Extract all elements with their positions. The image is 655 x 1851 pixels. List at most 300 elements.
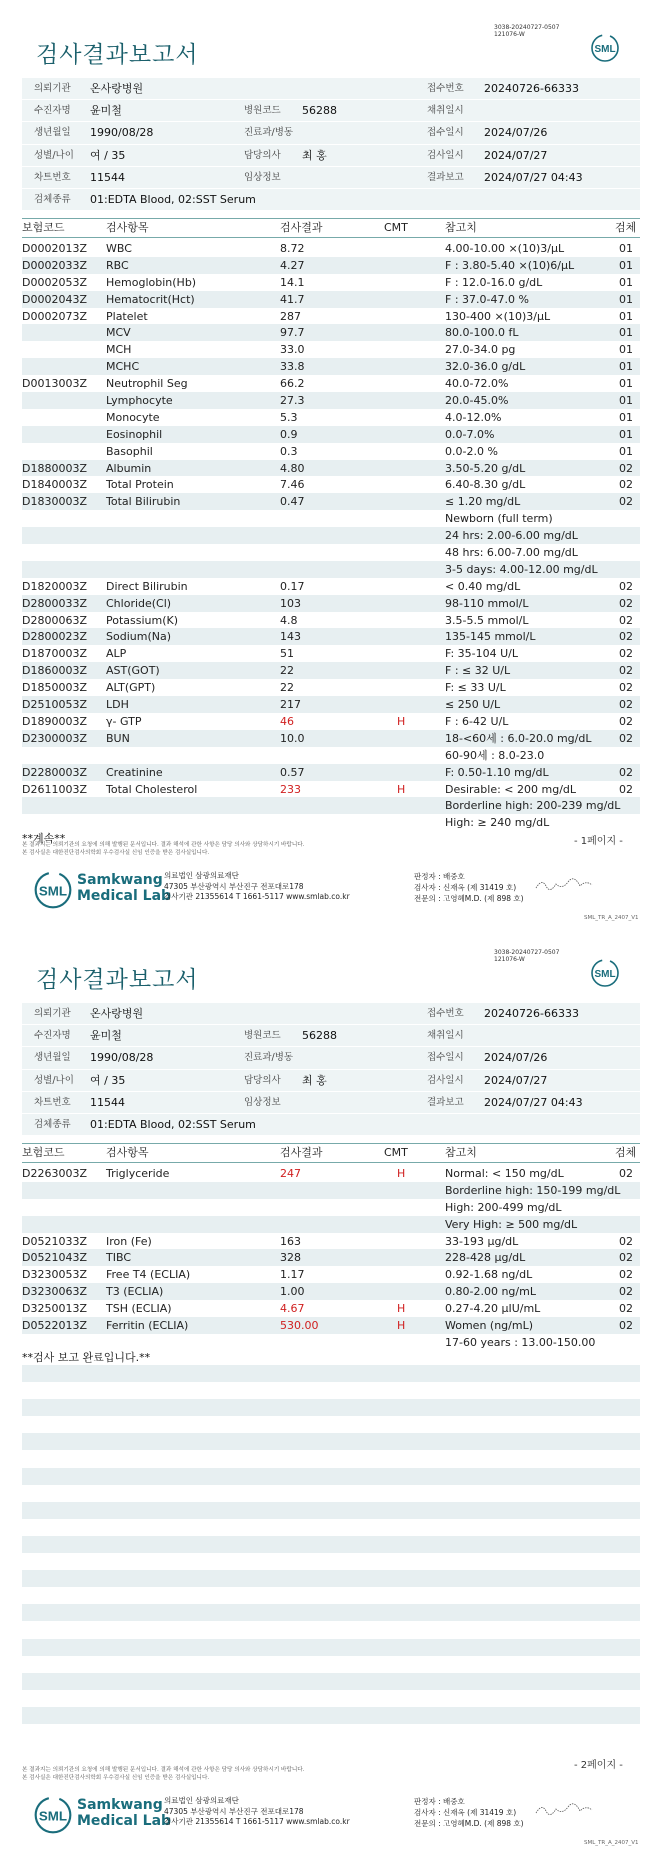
- test-name: MCV: [106, 326, 131, 340]
- specimen-code: 02: [619, 1268, 633, 1282]
- header-row1: [22, 78, 640, 99]
- test-result: 22: [280, 681, 294, 695]
- header-label: 검사일시: [427, 149, 464, 161]
- reference-range: 98-110 mmol/L: [445, 596, 529, 610]
- lab-name: Samkwang Medical Lab: [77, 1797, 172, 1829]
- reference-range: F : 3.80-5.40 ×(10)6/μL: [445, 258, 575, 272]
- test-result: 163: [280, 1234, 301, 1248]
- sml-logo-icon: [33, 870, 73, 910]
- test-result: 33.8: [280, 360, 305, 374]
- test-name: T3 (ECLIA): [106, 1285, 164, 1299]
- specimen-code: 02: [619, 1251, 633, 1265]
- header-value: 최 홍: [302, 1073, 327, 1087]
- specimen-code: 01: [619, 377, 633, 391]
- header-value: 2024/07/27 04:43: [484, 1095, 583, 1109]
- header-row5: [22, 167, 640, 188]
- test-result: 1.17: [280, 1268, 305, 1282]
- empty-row: [22, 1639, 640, 1656]
- specimen-code: 01: [619, 410, 633, 424]
- header-value: 윤미철: [90, 104, 122, 118]
- specimen-code: 01: [619, 275, 633, 289]
- empty-row: [22, 1450, 640, 1467]
- col-spec: 검체: [615, 221, 637, 234]
- table-header: [22, 218, 640, 238]
- specimen-code: 01: [619, 360, 633, 374]
- header-label: 성별/나이: [34, 1074, 74, 1086]
- insurance-code: D2510053Z: [22, 698, 87, 712]
- table-row: [22, 578, 640, 595]
- specimen-code: 02: [619, 647, 633, 661]
- reference-range: 135-145 mmol/L: [445, 630, 536, 644]
- col-name: 검사항목: [106, 221, 149, 234]
- header-value: 2024/07/26: [484, 126, 548, 140]
- header-label: 검체종류: [34, 193, 71, 205]
- header-value: 1990/08/28: [90, 126, 154, 140]
- empty-row: [22, 1485, 640, 1502]
- specimen-code: 02: [619, 596, 633, 610]
- test-result: 143: [280, 630, 301, 644]
- empty-row: [22, 1399, 640, 1416]
- test-name: TIBC: [106, 1251, 131, 1265]
- test-name: Creatinine: [106, 765, 163, 779]
- specimen-code: 02: [619, 765, 633, 779]
- col-code: 보험코드: [22, 1146, 65, 1159]
- test-name: γ- GTP: [106, 714, 142, 728]
- table-row: [22, 341, 640, 358]
- table-row: [22, 1249, 640, 1266]
- test-name: MCH: [106, 343, 132, 357]
- reference-range: 0.80-2.00 ng/mL: [445, 1285, 536, 1299]
- test-result: 0.9: [280, 427, 298, 441]
- header-value: 20240726-66333: [484, 1007, 579, 1020]
- reference-range: 3.5-5.5 mmol/L: [445, 613, 529, 627]
- insurance-code: D1840003Z: [22, 478, 87, 492]
- reference-range: High: 200-499 mg/dL: [445, 1200, 562, 1214]
- reference-range: Borderline high: 150-199 mg/dL: [445, 1183, 621, 1197]
- table-row: [22, 324, 640, 341]
- table-row: [22, 375, 640, 392]
- header-row6: [22, 1114, 640, 1135]
- high-flag: H: [397, 1302, 406, 1316]
- empty-row: [22, 1656, 640, 1673]
- document-id: 3038-20240727-0507 121076-W: [494, 949, 560, 963]
- empty-row: [22, 1416, 640, 1433]
- header-label: 접수일시: [427, 127, 464, 139]
- signatories: 판정자 : 배중호 검사자 : 신재옥 (제 31419 호) 전문의 : 고영혜M.D. (제 898 호): [414, 1797, 524, 1828]
- specimen-code: 02: [619, 1234, 633, 1248]
- test-result: 247: [280, 1167, 301, 1180]
- insurance-code: D0013003Z: [22, 377, 87, 391]
- empty-rows-area: [22, 1365, 640, 1741]
- test-result: 530.00: [280, 1319, 319, 1333]
- header-row5: [22, 1092, 640, 1113]
- table-row: [22, 747, 640, 764]
- empty-row: [22, 1468, 640, 1485]
- reference-range: 0.92-1.68 ng/dL: [445, 1268, 533, 1282]
- insurance-code: D2800033Z: [22, 596, 87, 610]
- header-row3: [22, 122, 640, 143]
- empty-row: [22, 1621, 640, 1638]
- reference-range: 24 hrs: 2.00-6.00 mg/dL: [445, 529, 578, 543]
- specimen-code: 01: [619, 394, 633, 408]
- lab-address: 의료법인 삼광의료재단 47305 부산광역시 부산진구 전포대로178 검사기관 21355614 T 1661-5117 www.smlab.co.kr: [164, 871, 350, 901]
- reference-range: 33-193 μg/dL: [445, 1234, 519, 1248]
- col-ref: 참고치: [445, 1146, 477, 1159]
- reference-range: 60-90세 : 8.0-23.0: [445, 748, 545, 762]
- insurance-code: D0521033Z: [22, 1234, 87, 1248]
- header-label: 성별/나이: [34, 149, 74, 161]
- header-value: 11544: [90, 1095, 125, 1109]
- test-result: 22: [280, 664, 294, 678]
- insurance-code: D1850003Z: [22, 681, 87, 695]
- insurance-code: D3230063Z: [22, 1285, 87, 1299]
- test-name: Hematocrit(Hct): [106, 292, 195, 306]
- header-value: 01:EDTA Blood, 02:SST Serum: [90, 192, 256, 206]
- specimen-code: 01: [619, 326, 633, 340]
- results-table: [22, 218, 640, 831]
- test-name: WBC: [106, 242, 132, 255]
- specimen-code: 01: [619, 258, 633, 272]
- test-result: 0.17: [280, 579, 305, 593]
- test-result: 5.3: [280, 410, 298, 424]
- header-row4: [22, 1070, 640, 1091]
- header-label: 접수일시: [427, 1052, 464, 1064]
- reference-range: 6.40-8.30 g/dL: [445, 478, 526, 492]
- form-code: SML_TR_A_2407_V1: [584, 1840, 639, 1846]
- header-label: 수진자명: [34, 105, 71, 117]
- test-result: 14.1: [280, 275, 305, 289]
- test-name: Neutrophil Seg: [106, 377, 188, 391]
- test-result: 7.46: [280, 478, 305, 492]
- insurance-code: D1830003Z: [22, 495, 87, 509]
- test-result: 0.3: [280, 444, 298, 458]
- test-name: Total Bilirubin: [106, 495, 181, 509]
- reference-range: 17-60 years : 13.00-150.00: [445, 1335, 596, 1349]
- header-label: 생년월일: [34, 127, 71, 139]
- insurance-code: D1860003Z: [22, 664, 87, 678]
- header-label: 의뢰기관: [34, 83, 71, 94]
- test-result: 33.0: [280, 343, 305, 357]
- table-row: [22, 257, 640, 274]
- header-label: 검사일시: [427, 1074, 464, 1086]
- header-label: 임상정보: [244, 1096, 281, 1108]
- reference-range: 48 hrs: 6.00-7.00 mg/dL: [445, 546, 578, 560]
- reference-range: 20.0-45.0%: [445, 394, 509, 408]
- header-value: 여 / 35: [90, 1073, 126, 1087]
- table-row: [22, 392, 640, 409]
- specimen-code: 02: [619, 698, 633, 712]
- reference-range: F: 35-104 U/L: [445, 647, 519, 661]
- test-name: Ferritin (ECLIA): [106, 1319, 189, 1333]
- svg-text:SML: SML: [38, 1808, 68, 1824]
- table-row: [22, 544, 640, 561]
- reference-range: 40.0-72.0%: [445, 377, 509, 391]
- table-row: [22, 443, 640, 460]
- reference-range: Borderline high: 200-239 mg/dL: [445, 799, 621, 813]
- empty-row: [22, 1519, 640, 1536]
- insurance-code: D2263003Z: [22, 1167, 87, 1180]
- test-name: ALT(GPT): [106, 681, 156, 695]
- empty-row: [22, 1536, 640, 1553]
- header-value: 2024/07/27 04:43: [484, 170, 583, 184]
- test-name: Total Protein: [106, 478, 174, 492]
- header-label: 진료과/병동: [244, 1052, 294, 1064]
- test-result: 8.72: [280, 242, 305, 255]
- header-label: 채취일시: [427, 105, 464, 117]
- reference-range: F : ≤ 32 U/L: [445, 664, 511, 678]
- test-result: 41.7: [280, 292, 305, 306]
- table-row: [22, 612, 640, 629]
- specimen-code: 02: [619, 461, 633, 475]
- table-row: [22, 1266, 640, 1283]
- specimen-code: 01: [619, 242, 633, 255]
- insurance-code: D2300003Z: [22, 731, 87, 745]
- document-id: 3038-20240727-0507 121076-W: [494, 24, 560, 38]
- table-row: [22, 291, 640, 308]
- high-flag: H: [397, 1319, 406, 1333]
- header-label: 담당의사: [244, 1074, 281, 1086]
- specimen-code: 02: [619, 1285, 633, 1299]
- test-name: Chloride(Cl): [106, 596, 172, 610]
- sml-logo-icon: [590, 33, 620, 63]
- header-label: 의뢰기관: [34, 1008, 71, 1019]
- specimen-code: 02: [619, 579, 633, 593]
- reference-range: 80.0-100.0 fL: [445, 326, 519, 340]
- test-name: RBC: [106, 258, 129, 272]
- empty-row: [22, 1570, 640, 1587]
- header-row1: [22, 1003, 640, 1024]
- header-value: 56288: [302, 1029, 337, 1043]
- table-row: [22, 730, 640, 747]
- high-flag: H: [397, 714, 406, 728]
- results-table: [22, 1143, 640, 1351]
- specimen-code: 02: [619, 731, 633, 745]
- col-spec: 검체: [615, 1146, 637, 1159]
- svg-text:SML: SML: [594, 969, 616, 980]
- test-name: Total Cholesterol: [106, 782, 198, 796]
- header-label: 병원코드: [244, 105, 281, 117]
- table-row: [22, 1317, 640, 1334]
- insurance-code: D2280003Z: [22, 765, 87, 779]
- table-row: [22, 679, 640, 696]
- insurance-code: D3230053Z: [22, 1268, 87, 1282]
- table-row: [22, 1283, 640, 1300]
- test-result: 46: [280, 714, 294, 728]
- form-code: SML_TR_A_2407_V1: [584, 915, 639, 921]
- test-name: Eosinophil: [106, 427, 163, 441]
- specimen-code: 01: [619, 427, 633, 441]
- svg-text:SML: SML: [594, 44, 616, 55]
- table-row: [22, 764, 640, 781]
- specimen-code: 02: [619, 1302, 633, 1316]
- insurance-code: D1890003Z: [22, 714, 87, 728]
- header-row2: [22, 100, 640, 121]
- table-row: [22, 1233, 640, 1250]
- col-result: 검사결과: [280, 221, 323, 234]
- test-name: Triglyceride: [106, 1167, 170, 1180]
- insurance-code: D0002053Z: [22, 275, 87, 289]
- test-result: 287: [280, 309, 301, 323]
- signatories: 판정자 : 배중호 검사자 : 신재옥 (제 31419 호) 전문의 : 고영혜M.D. (제 898 호): [414, 872, 524, 903]
- header-value: 11544: [90, 170, 125, 184]
- test-name: ALP: [106, 647, 127, 661]
- report-page-1: [0, 0, 655, 925]
- reference-range: F: 0.50-1.10 mg/dL: [445, 765, 549, 779]
- test-result: 217: [280, 698, 301, 712]
- specimen-code: 02: [619, 478, 633, 492]
- insurance-code: D2800023Z: [22, 630, 87, 644]
- header-label: 임상정보: [244, 171, 281, 183]
- header-label: 생년월일: [34, 1052, 71, 1064]
- test-name: Lymphocyte: [106, 394, 173, 408]
- test-name: MCHC: [106, 360, 140, 374]
- reference-range: F: ≤ 33 U/L: [445, 681, 506, 695]
- header-value: 온사랑병원: [90, 82, 144, 95]
- table-row: [22, 274, 640, 291]
- insurance-code: D1880003Z: [22, 461, 87, 475]
- table-row: [22, 1199, 640, 1216]
- reference-range: Women (ng/mL): [445, 1319, 533, 1333]
- high-flag: H: [397, 1167, 406, 1180]
- reference-range: ≤ 250 U/L: [445, 698, 501, 712]
- disclaimer: 본 결과지는 의뢰기관의 요청에 의해 발행된 문서입니다. 결과 해석에 관한 사항은 담당 의사와 상담하시기 바랍니다. 본 검사실은 대한진단검사의학회 우수검사실 신임 인증을 받은 검사실입니다.: [22, 842, 305, 856]
- test-name: Sodium(Na): [106, 630, 171, 644]
- table-row: [22, 527, 640, 544]
- insurance-code: D2800063Z: [22, 613, 87, 627]
- lab-address: 의료법인 삼광의료재단 47305 부산광역시 부산진구 전포대로178 검사기관 21355614 T 1661-5117 www.smlab.co.kr: [164, 1796, 350, 1826]
- table-row: [22, 1216, 640, 1233]
- specimen-code: 02: [619, 630, 633, 644]
- table-row: [22, 797, 640, 814]
- header-label: 채취일시: [427, 1030, 464, 1042]
- empty-row: [22, 1587, 640, 1604]
- reference-range: < 0.40 mg/dL: [445, 579, 521, 593]
- reference-range: F : 6-42 U/L: [445, 714, 509, 728]
- report-footer: [0, 866, 655, 926]
- header-label: 결과보고: [427, 1096, 464, 1108]
- col-result: 검사결과: [280, 1146, 323, 1159]
- reference-range: ≤ 1.20 mg/dL: [445, 495, 521, 509]
- header-value: 2024/07/27: [484, 1073, 548, 1087]
- header-row6: [22, 189, 640, 210]
- insurance-code: D0002033Z: [22, 258, 87, 272]
- test-name: Iron (Fe): [106, 1234, 152, 1248]
- reference-range: 228-428 μg/dL: [445, 1251, 526, 1265]
- reference-range: Newborn (full term): [445, 512, 553, 526]
- specimen-code: 01: [619, 343, 633, 357]
- empty-row: [22, 1502, 640, 1519]
- col-cmt: CMT: [384, 221, 408, 234]
- table-row: [22, 240, 640, 257]
- table-row: [22, 1300, 640, 1317]
- insurance-code: D3250013Z: [22, 1302, 87, 1316]
- patient-info-header: [22, 1003, 640, 1136]
- empty-row: [22, 1382, 640, 1399]
- empty-row: [22, 1553, 640, 1570]
- empty-row: [22, 1724, 640, 1741]
- specimen-code: 02: [619, 664, 633, 678]
- test-result: 0.57: [280, 765, 305, 779]
- table-row: [22, 595, 640, 612]
- test-result: 27.3: [280, 394, 305, 408]
- insurance-code: D1820003Z: [22, 579, 87, 593]
- header-value: 20240726-66333: [484, 82, 579, 95]
- report-footer: [0, 1791, 655, 1851]
- table-row: [22, 628, 640, 645]
- lab-name: Samkwang Medical Lab: [77, 872, 172, 904]
- table-row: [22, 814, 640, 831]
- table-row: [22, 662, 640, 679]
- test-name: Hemoglobin(Hb): [106, 275, 197, 289]
- header-value: 2024/07/27: [484, 148, 548, 162]
- reference-range: 3-5 days: 4.00-12.00 mg/dL: [445, 562, 598, 576]
- test-name: Platelet: [106, 309, 148, 323]
- table-row: [22, 409, 640, 426]
- sml-logo: [590, 33, 620, 63]
- reference-range: 3.50-5.20 g/dL: [445, 461, 526, 475]
- reference-range: 18-<60세 : 6.0-20.0 mg/dL: [445, 731, 592, 745]
- reference-range: 4.0-12.0%: [445, 410, 502, 424]
- signature-icon: [534, 1801, 594, 1819]
- table-row: [22, 1182, 640, 1199]
- header-value: 여 / 35: [90, 148, 126, 162]
- test-result: 4.80: [280, 461, 305, 475]
- header-row3: [22, 1047, 640, 1068]
- test-result: 1.00: [280, 1285, 305, 1299]
- page-number: - 2페이지 -: [574, 1760, 623, 1771]
- disclaimer: 본 결과지는 의뢰기관의 요청에 의해 발행된 문서입니다. 결과 해석에 관한 사항은 담당 의사와 상담하시기 바랍니다. 본 검사실은 대한진단검사의학회 우수검사실 신임 인증을 받은 검사실입니다.: [22, 1767, 305, 1781]
- table-row: [22, 1165, 640, 1182]
- header-row2: [22, 1025, 640, 1046]
- test-result: 4.8: [280, 613, 298, 627]
- signature-icon: [534, 876, 594, 894]
- test-name: Monocyte: [106, 410, 160, 424]
- header-label: 접수번호: [427, 1008, 464, 1019]
- footer-logo: [33, 870, 73, 910]
- reference-range: 27.0-34.0 pg: [445, 343, 516, 357]
- insurance-code: D0521043Z: [22, 1251, 87, 1265]
- reference-range: 32.0-36.0 g/dL: [445, 360, 526, 374]
- reference-range: 0.27-4.20 μIU/mL: [445, 1302, 541, 1316]
- specimen-code: 01: [619, 444, 633, 458]
- reference-range: Normal: < 150 mg/dL: [445, 1167, 564, 1180]
- test-result: 66.2: [280, 377, 305, 391]
- table-row: [22, 645, 640, 662]
- test-result: 51: [280, 647, 294, 661]
- high-flag: H: [397, 782, 406, 796]
- header-label: 진료과/병동: [244, 127, 294, 139]
- report-note: **계속**: [22, 832, 66, 845]
- test-result: 233: [280, 782, 301, 796]
- header-value: 윤미철: [90, 1029, 122, 1043]
- reference-range: 130-400 ×(10)3/μL: [445, 309, 551, 323]
- page-number: - 1페이지 -: [574, 836, 623, 847]
- table-row: [22, 713, 640, 730]
- specimen-code: 01: [619, 292, 633, 306]
- svg-text:SML: SML: [38, 883, 68, 899]
- report-page-2: [0, 925, 655, 1850]
- sml-logo: [590, 958, 620, 988]
- reference-range: 4.00-10.00 ×(10)3/μL: [445, 242, 565, 255]
- table-row: [22, 696, 640, 713]
- empty-row: [22, 1604, 640, 1621]
- header-label: 병원코드: [244, 1030, 281, 1042]
- specimen-code: 02: [619, 714, 633, 728]
- reference-range: 0.0-7.0%: [445, 427, 495, 441]
- report-title: 검사결과보고서: [36, 42, 199, 68]
- header-label: 차트번호: [34, 1096, 71, 1108]
- test-name: Albumin: [106, 461, 152, 475]
